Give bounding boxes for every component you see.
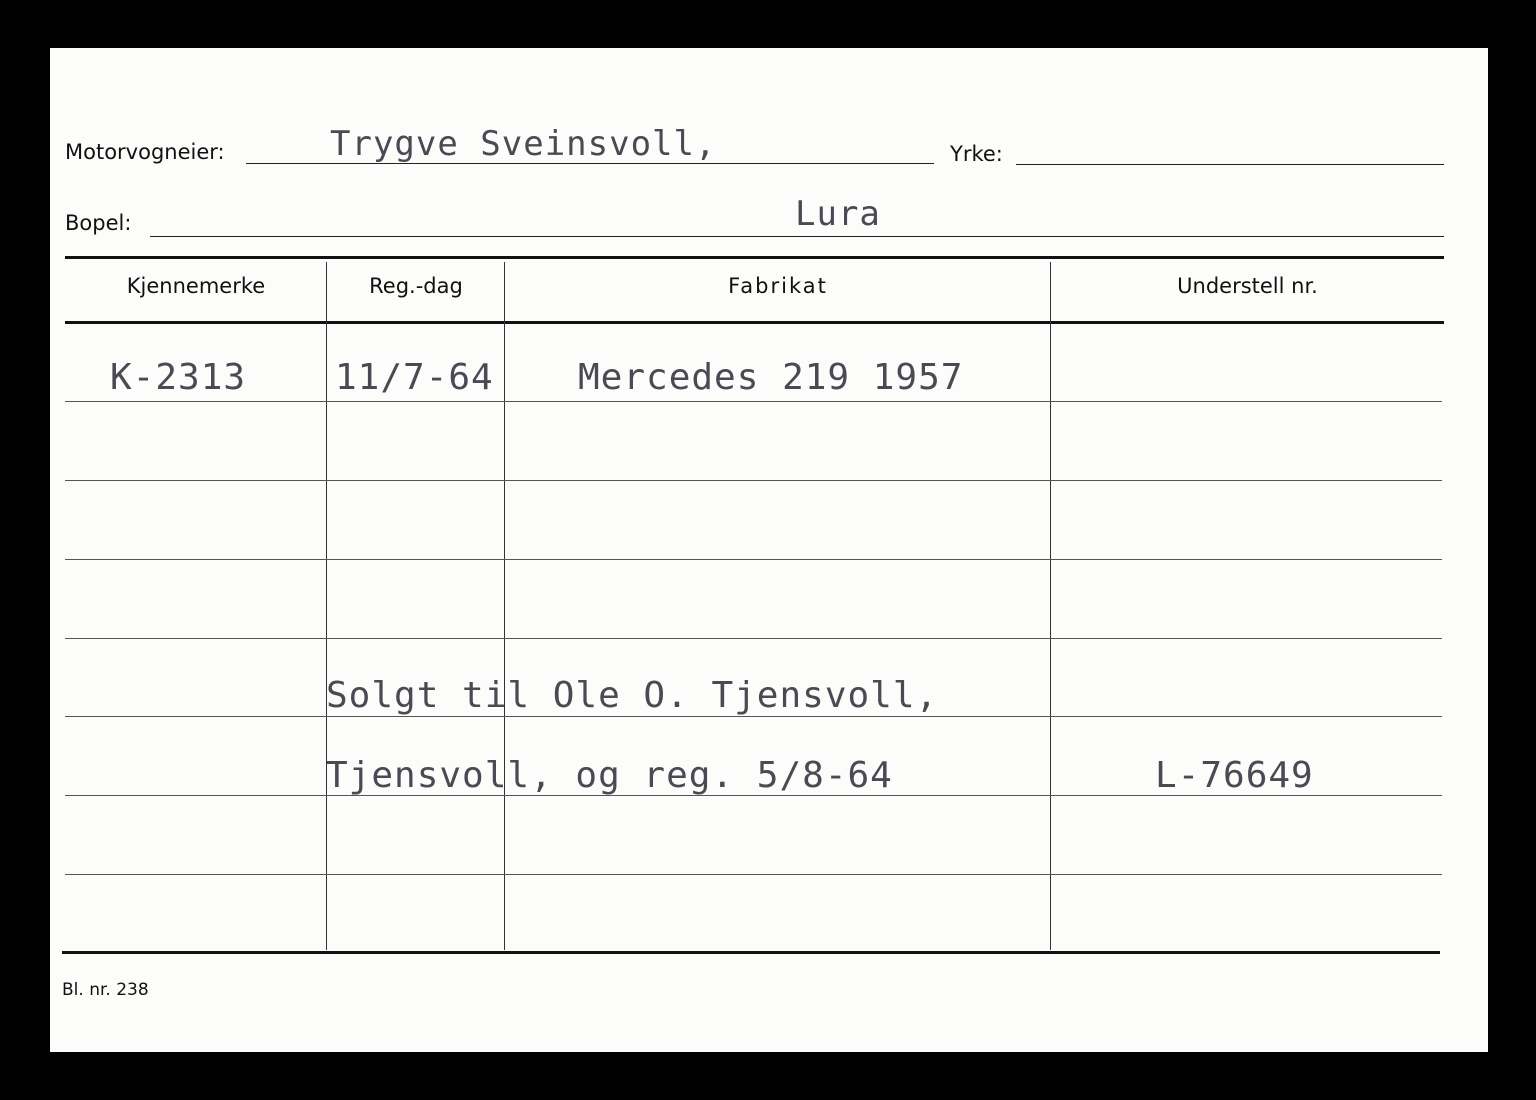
note-line-1: Solgt til Ole O. Tjensvoll, xyxy=(326,675,939,716)
occupation-label: Yrke: xyxy=(950,142,1003,166)
residence-label: Bopel: xyxy=(65,211,132,235)
row-reg-date: 11/7-64 xyxy=(335,357,494,398)
column-divider-2 xyxy=(504,262,505,950)
table-bottom-rule xyxy=(62,951,1440,954)
note-chassis: L-76649 xyxy=(1155,755,1314,796)
column-header-reg-date: Reg.-dag xyxy=(369,274,463,298)
owner-label: Motorvogneier: xyxy=(65,140,225,164)
column-divider-1 xyxy=(326,262,327,950)
occupation-fill-line xyxy=(1016,164,1444,165)
row-line-3 xyxy=(65,559,1442,560)
column-header-make: Fabrikat xyxy=(728,274,828,298)
registration-card xyxy=(50,48,1488,1052)
row-make: Mercedes 219 1957 xyxy=(578,357,964,398)
table-top-rule xyxy=(65,256,1444,259)
row-plate: K-2313 xyxy=(110,357,247,398)
column-header-plate: Kjennemerke xyxy=(126,274,266,298)
note-line-2: Tjensvoll, og reg. 5/8-64 xyxy=(326,755,893,796)
column-header-chassis: Understell nr. xyxy=(1177,274,1318,298)
row-line-1 xyxy=(65,401,1442,402)
table-header-rule xyxy=(65,321,1444,324)
row-line-4 xyxy=(65,638,1442,639)
owner-value: Trygve Sveinsvoll, xyxy=(330,124,717,164)
form-number: Bl. nr. 238 xyxy=(62,980,149,1000)
column-divider-3 xyxy=(1050,262,1051,950)
residence-fill-line xyxy=(150,236,1444,237)
residence-value: Lura xyxy=(795,194,881,234)
row-line-5 xyxy=(65,716,1442,717)
row-line-2 xyxy=(65,480,1442,481)
row-line-7 xyxy=(65,874,1442,875)
